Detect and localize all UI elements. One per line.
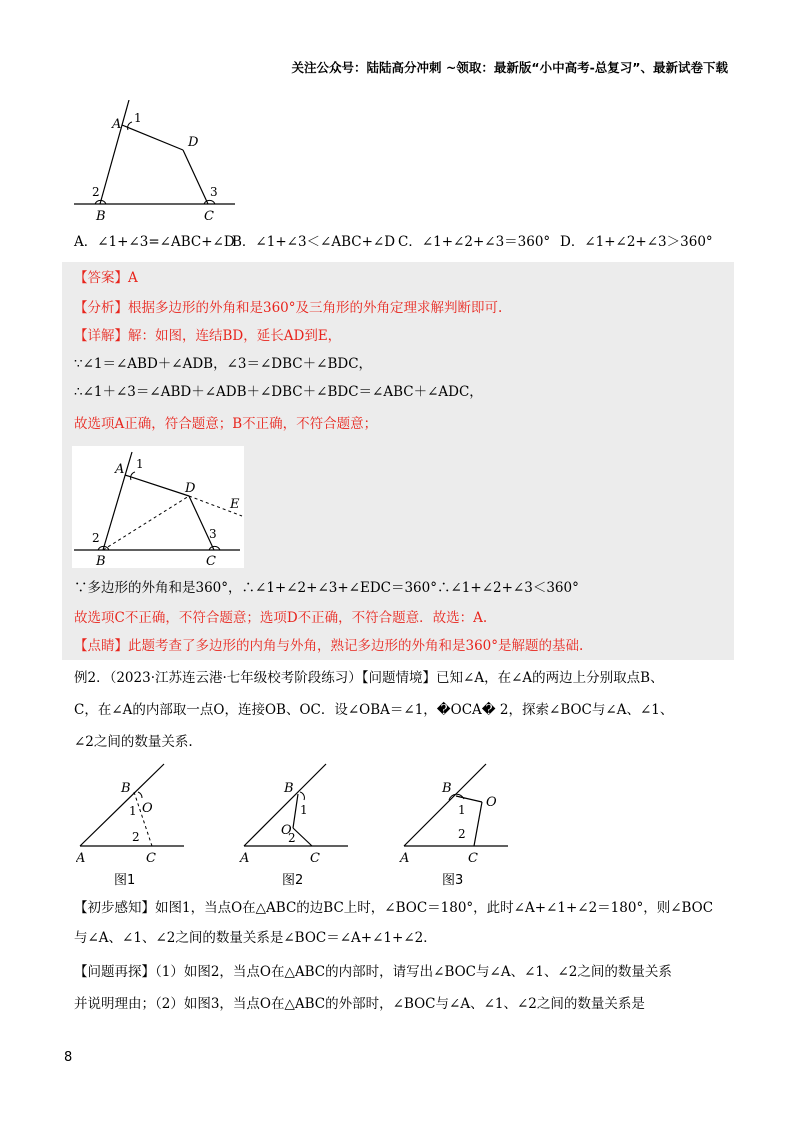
example-2-figures [76,762,696,888]
label-A: A [400,851,410,866]
label-1: 1 [129,804,137,818]
label-1: 1 [300,803,308,817]
analysis-line: 【分析】根据多边形的外角和是360°及三角形的外角定理求解判断即可. [74,300,503,316]
label-1: 1 [136,457,144,471]
option-d: D．∠1+∠2+∠3＞360° [560,234,713,250]
label-B: B [96,554,106,568]
label-C: C [204,209,214,224]
equation-3: ∵多边形的外角和是360°，∴∠1+∠2+∠3+∠EDC＝360°∴∠1+∠2+∠3＜360° [74,580,579,596]
figure-1-caption: 图1 [114,873,136,888]
label-3: 3 [210,185,218,199]
conclusion-1: 故选项A正确，符合题意；B不正确，不符合题意； [74,416,378,432]
label-2: 2 [92,531,100,545]
label-C: C [310,851,320,866]
example-2-line-3: ∠2之间的数量关系. [74,734,193,750]
option-a: A．∠1+∠3=∠ABC+∠D [74,234,235,250]
figure-3-caption: 图3 [442,873,464,888]
example-2-line-1: 例2．（2023·江苏连云港·七年级校考阶段练习）【问题情境】已知∠A，在∠A的两边上分别取点B、 [74,670,664,686]
label-2: 2 [132,830,140,844]
label-C: C [146,851,156,866]
equation-2: ∴∠1＋∠3＝∠ABD＋∠ADB＋∠DBC＋∠BDC＝∠ABC＋∠ADC， [74,384,483,400]
label-2: 2 [288,831,296,845]
label-O: O [486,795,497,810]
detail-line: 【详解】解：如图，连结BD，延长AD到E， [74,328,342,344]
label-B: B [96,209,106,224]
label-A: A [240,851,250,866]
quadrilateral-figure [70,100,240,225]
conclusion-2: 故选项C不正确，不符合题意；选项D不正确，不符合题意．故选：A. [74,610,488,626]
answer-line: 【答案】A [74,270,138,286]
label-O: O [142,801,153,816]
label-1: 1 [134,111,142,125]
label-B: B [284,781,294,796]
label-3: 3 [209,527,217,541]
equation-1: ∵∠1＝∠ABD＋∠ADB，∠3＝∠DBC＋∠BDC， [74,356,373,372]
label-A: A [112,117,122,132]
example-2-line-2: C，在∠A的内部取一点O，连接OB、OC．设∠OBA＝∠1，�OCA� 2，探索∠BOC与∠A、∠1、 [74,702,674,718]
intro-paragraph-line-1: 【初步感知】如图1，当点O在△ABC的边BC上时，∠BOC＝180°，此时∠A+∠1+∠2＝180°，则∠BOC [74,900,714,916]
question-line-2: 并说明理由；（2）如图3，当点O在△ABC的外部时，∠BOC与∠A、∠1、∠2之间的数量关系是 [74,996,645,1012]
page-number: 8 [64,1050,73,1065]
key-point: 【点睛】此题考查了多边形的内角与外角，熟记多边形的外角和是360°是解题的基础. [74,638,584,654]
label-E: E [230,497,240,512]
label-1: 1 [458,803,466,817]
label-B: B [442,781,452,796]
question-line-1: 【问题再探】（1）如图2，当点O在△ABC的内部时，请写出∠BOC与∠A、∠1、∠2之间的数量关系 [74,964,672,980]
label-D: D [185,481,196,496]
label-2: 2 [92,185,100,199]
label-C: C [206,554,216,568]
label-B: B [121,781,131,796]
page-header: 关注公众号：陆陆高分冲刺 ~领取：最新版“小中高考-总复习”、最新试卷下载 [291,60,728,75]
figure-3 [399,764,508,888]
label-2: 2 [458,827,466,841]
quadrilateral-figure-with-extension [72,446,244,568]
label-O: O [281,823,292,838]
figure-1 [76,764,184,888]
label-A: A [115,462,125,477]
label-D: D [188,135,199,150]
figure-2 [239,764,348,888]
label-A: A [76,851,86,866]
figure-2-caption: 图2 [282,873,304,888]
label-C: C [468,851,478,866]
option-c: C．∠1+∠2+∠3＝360° [398,234,551,250]
option-b: B．∠1+∠3＜∠ABC+∠D [232,234,396,250]
intro-paragraph-line-2: 与∠A、∠1、∠2之间的数量关系是∠BOC＝∠A+∠1+∠2． [74,930,437,946]
